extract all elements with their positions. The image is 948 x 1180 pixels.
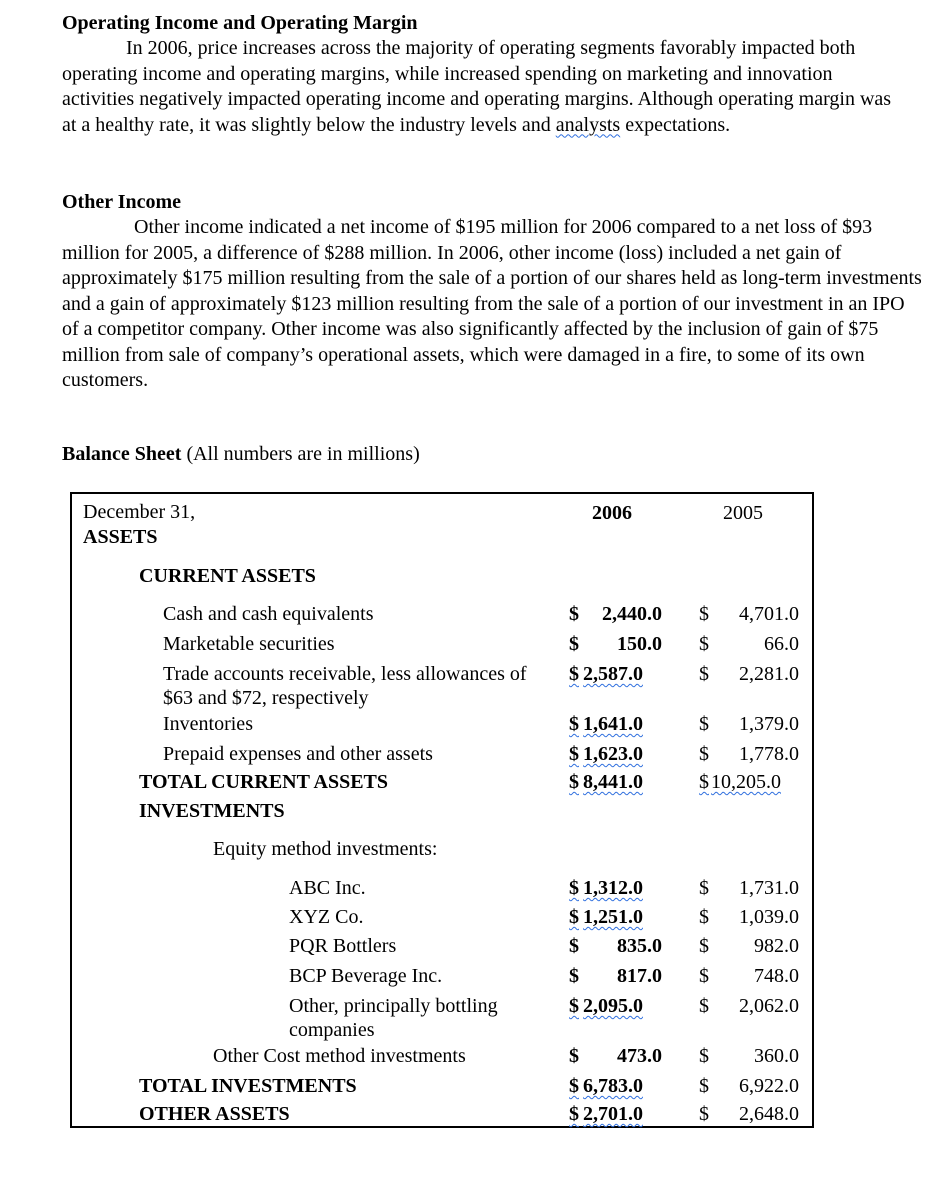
balance-sheet-table [70, 492, 814, 1128]
section-other-income [62, 190, 922, 394]
currency: $ [699, 771, 709, 793]
value-2006[interactable] [569, 712, 662, 736]
currency: $ [699, 713, 709, 735]
table-row [72, 905, 812, 931]
row-label: Other Cost method investments [213, 1045, 466, 1067]
value-2005 [699, 876, 799, 900]
amount: 2,701.0 [583, 1103, 643, 1125]
value-2006[interactable] [569, 994, 662, 1018]
section-heading: Other Income [62, 191, 182, 213]
paragraph-text: In 2006, price increases across the majority of operating segments favorably impacted both operating income and operating margins, while increased spending on marketing and innovation activities negatively impacted operating income and operating margins. Although operating margin was at a healthy rate, it was slightly below the industry levels and [62, 37, 892, 136]
currency: $ [569, 877, 579, 899]
amount: 8,441.0 [583, 771, 643, 793]
table-row [72, 964, 812, 990]
value-2005 [699, 994, 799, 1018]
value-2005 [699, 662, 799, 686]
row-label: ABC Inc. [289, 877, 366, 899]
amount: 473.0 [617, 1045, 662, 1067]
table-row-total [72, 1074, 812, 1100]
amount: 6,783.0 [583, 1075, 643, 1097]
currency: $ [699, 1103, 709, 1125]
amount: 360.0 [754, 1045, 799, 1067]
table-row-total [72, 770, 812, 796]
amount: 2,095.0 [583, 995, 643, 1017]
amount: 835.0 [617, 935, 662, 957]
value-2005 [699, 602, 799, 626]
value-2006 [569, 934, 662, 958]
currency: $ [569, 663, 579, 685]
currency: $ [699, 906, 709, 928]
row-label: Marketable securities [163, 633, 335, 655]
caption-title: Balance Sheet [62, 443, 182, 465]
value-2006[interactable] [569, 876, 662, 900]
value-2006[interactable] [569, 1074, 662, 1098]
amount: 2,062.0 [739, 995, 799, 1017]
table-row [72, 876, 812, 902]
amount: 2,440.0 [602, 603, 662, 625]
row-label: TOTAL CURRENT ASSETS [139, 771, 388, 793]
amount: 4,701.0 [739, 603, 799, 625]
value-2006[interactable] [569, 770, 662, 794]
amount: 1,251.0 [583, 906, 643, 928]
value-2005 [699, 934, 799, 958]
amount: 748.0 [754, 965, 799, 987]
table-row [72, 662, 812, 712]
currency: $ [699, 1045, 709, 1067]
value-2006[interactable] [569, 742, 662, 766]
value-2006 [569, 602, 662, 626]
currency: $ [699, 633, 709, 655]
value-2005 [699, 742, 799, 766]
row-label: BCP Beverage Inc. [289, 965, 443, 987]
currency: $ [699, 935, 709, 957]
currency: $ [699, 877, 709, 899]
currency: $ [569, 713, 579, 735]
currency: $ [699, 743, 709, 765]
amount: 150.0 [617, 633, 662, 655]
currency: $ [569, 995, 579, 1017]
value-2005[interactable] [699, 770, 799, 794]
amount: 2,648.0 [739, 1103, 799, 1125]
table-row-total [72, 1102, 812, 1128]
row-label: Prepaid expenses and other assets [163, 743, 433, 765]
table-row [72, 602, 812, 628]
amount: 6,922.0 [739, 1075, 799, 1097]
row-label: Trade accounts receivable, less allowances of $63 and $72, respectively [163, 663, 527, 709]
value-2005 [699, 964, 799, 988]
amount: 1,623.0 [583, 743, 643, 765]
column-header-2006: 2006 [592, 502, 632, 524]
currency: $ [699, 663, 709, 685]
header-assets: ASSETS [83, 526, 158, 548]
currency: $ [699, 965, 709, 987]
currency: $ [569, 1075, 579, 1097]
amount: 1,778.0 [739, 743, 799, 765]
subsection-equity-method: Equity method investments: [213, 838, 438, 860]
currency: $ [569, 771, 579, 793]
currency: $ [569, 743, 579, 765]
paragraph: Other income indicated a net income of $195 million for 2006 compared to a net loss of $93 million for 2005, a difference of $288 million. In 2006, other income (loss) included a net gain of approximately $175 million resulting from the sale of a portion of our shares held as long-term investments and a gain of approximately $123 million resulting from the sale of a portion of our investment in an IPO of a competitor company. Other income was also significantly affected by the inclusion of gain of $75 million from sale of company’s operational assets, which were damaged in a fire, to some of its own customers. [62, 216, 922, 391]
row-label: PQR Bottlers [289, 935, 397, 957]
header-date: December 31, [83, 501, 196, 523]
value-2005 [699, 712, 799, 736]
row-label: Inventories [163, 713, 253, 735]
balance-sheet-caption [62, 442, 420, 467]
value-2006[interactable] [569, 905, 662, 929]
row-label: Cash and cash equivalents [163, 603, 374, 625]
table-row [72, 632, 812, 658]
value-2005 [699, 905, 799, 929]
currency: $ [569, 1103, 579, 1125]
table-row [72, 742, 812, 768]
section-heading: Operating Income and Operating Margin [62, 12, 418, 34]
paragraph [62, 36, 892, 138]
amount: 817.0 [617, 965, 662, 987]
column-header-2005: 2005 [723, 502, 763, 524]
currency: $ [569, 965, 579, 987]
section-current-assets: CURRENT ASSETS [139, 565, 316, 587]
value-2006 [569, 964, 662, 988]
value-2006[interactable] [569, 1102, 662, 1126]
currency: $ [699, 603, 709, 625]
amount: 1,731.0 [739, 877, 799, 899]
value-2006 [569, 1044, 662, 1068]
row-label: OTHER ASSETS [139, 1103, 290, 1125]
table-row [72, 1044, 812, 1070]
amount: 1,641.0 [583, 713, 643, 735]
row-label: XYZ Co. [289, 906, 364, 928]
value-2006[interactable] [569, 662, 662, 686]
amount: 10,205.0 [711, 771, 781, 793]
value-2005 [699, 1074, 799, 1098]
currency: $ [569, 906, 579, 928]
section-operating-income [62, 11, 892, 138]
row-label: Other, principally bottling companies [289, 995, 498, 1041]
amount: 2,587.0 [583, 663, 643, 685]
paragraph-text: expectations. [620, 113, 731, 136]
row-label: TOTAL INVESTMENTS [139, 1075, 357, 1097]
table-row [72, 934, 812, 960]
value-2005 [699, 1102, 799, 1126]
caption-note: (All numbers are in millions) [181, 443, 420, 465]
value-2005 [699, 1044, 799, 1068]
table-row [72, 712, 812, 738]
amount: 1,379.0 [739, 713, 799, 735]
currency: $ [569, 1045, 579, 1067]
section-investments: INVESTMENTS [139, 800, 285, 822]
amount: 982.0 [754, 935, 799, 957]
table-row [72, 994, 812, 1044]
amount: 2,281.0 [739, 663, 799, 685]
value-2005 [699, 632, 799, 656]
currency: $ [569, 633, 579, 655]
value-2006 [569, 632, 662, 656]
amount: 66.0 [764, 633, 799, 655]
currency: $ [699, 995, 709, 1017]
currency: $ [699, 1075, 709, 1097]
amount: 1,039.0 [739, 906, 799, 928]
currency: $ [569, 935, 579, 957]
amount: 1,312.0 [583, 877, 643, 899]
currency: $ [569, 603, 579, 625]
spellcheck-flagged-word[interactable]: analysts [555, 113, 621, 136]
